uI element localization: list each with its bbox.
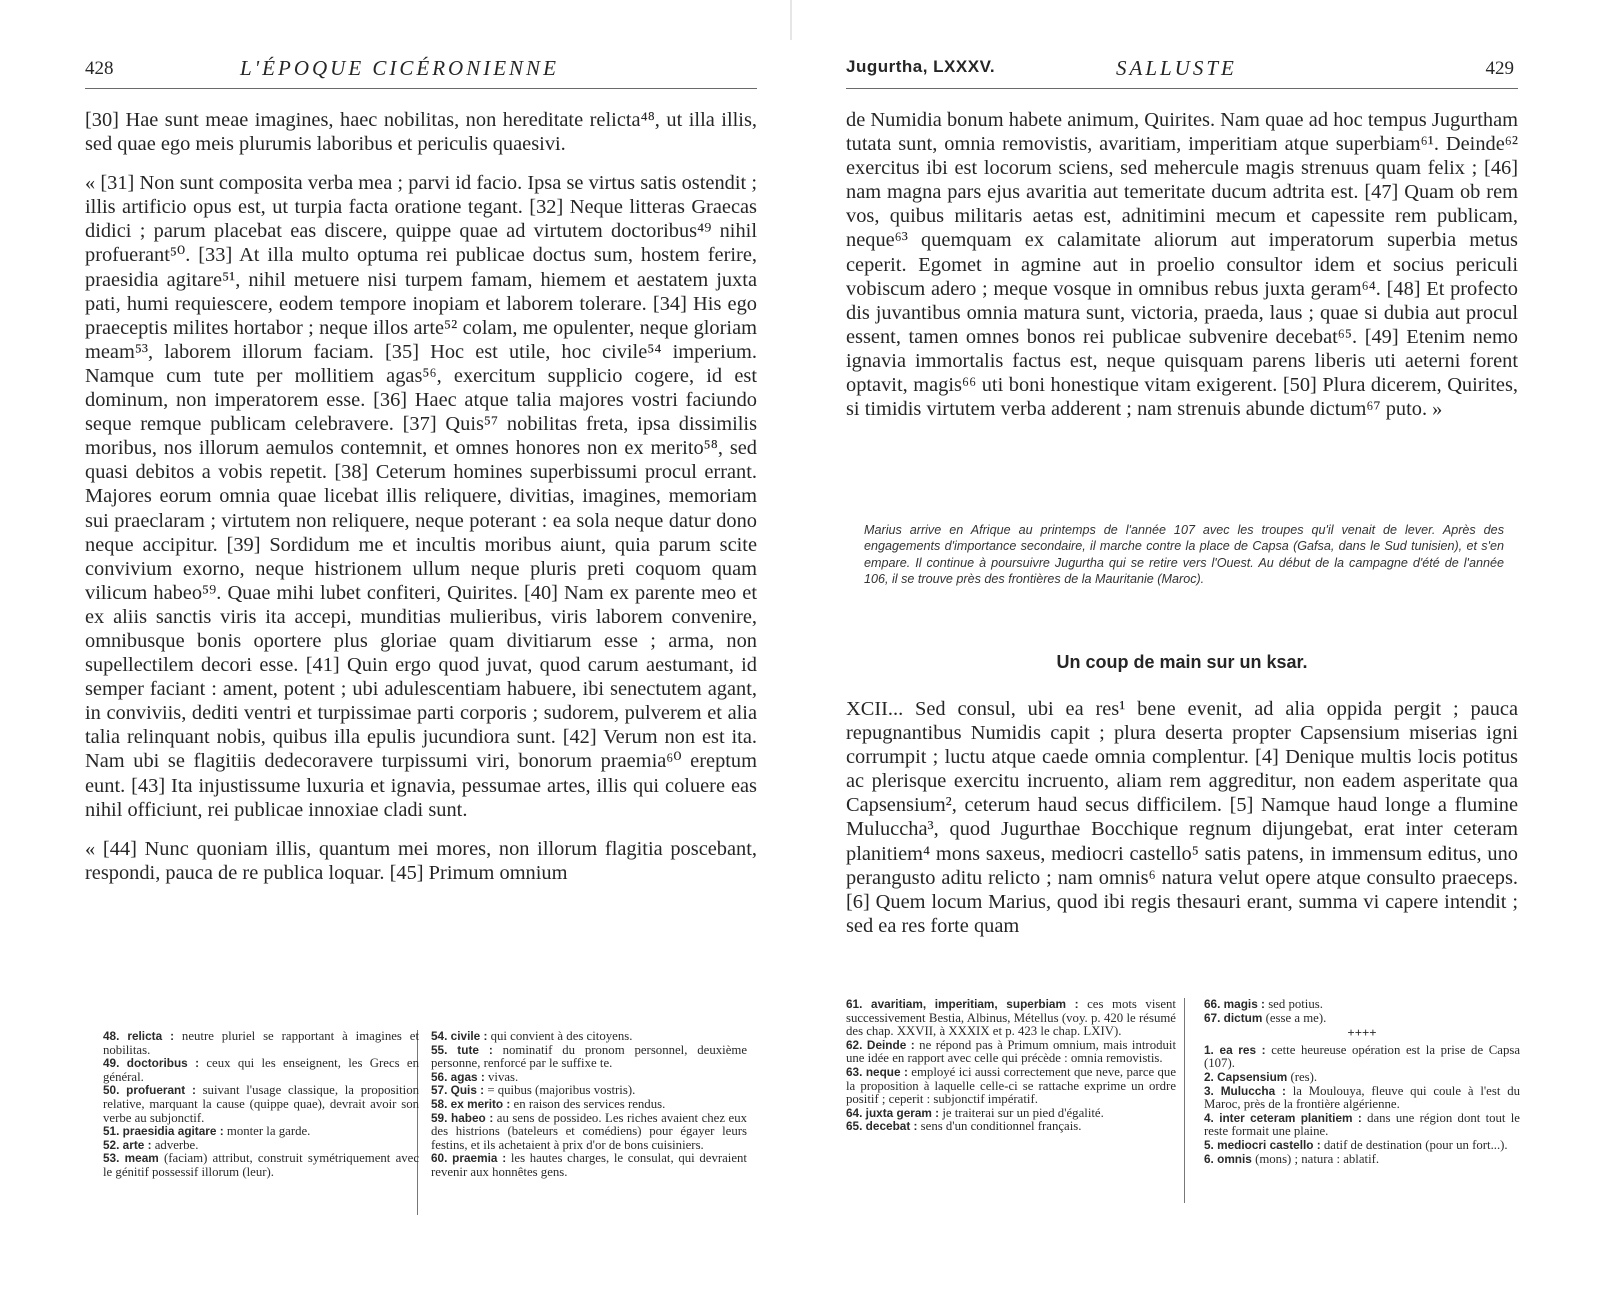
separator-mark: ++++ [1347,1026,1377,1041]
footnote: 59. habeo : au sens de possideo. Les riches avaient chez eux des histrions (bateleurs et comédiens) pour égayer leurs festins, et ils achetaient à prix d'or de bons cuisiniers. [431,1110,748,1152]
footnote: 3. Muluccha : la Moulouya, fleuve qui coule à l'est du Maroc, près de la frontière algérienne. [1204,1083,1520,1112]
footnote: 66. magis : sed potius. [1204,997,1323,1011]
footnote: 58. ex merito : en raison des services rendus. [431,1096,666,1111]
paragraph: « [31] Non sunt composita verba mea ; parvi id facio. Ipsa se virtus satis ostendit ; illis artificio opus est, ut turpia facta oratione tegant. [32] Neque litteras Graecas didici ; parum placebat eas discere, quippe quae ad virtutem doctoribus⁴⁹ nihil profuerant⁵⁰. [33] At illa multo optuma rei publicae doctus sum, hostem ferire, praesidia agitare⁵¹, nihil metuere nisi turpem famam, hiemem et aestatem juxta pati, humi requiescere, eodem tempore inopiam et laborem tolerare. [34] His ego praeceptis milites hortabor ; neque illos arte⁵² colam, me opulenter, neque gloriam meam⁵³, laborem illorum faciam. [35] Hoc est utile, hoc civile⁵⁴ imperium. Namque cum tute per mollitiem agas⁵⁶, exercitum supplicio cogere, id est dominum, non imperatorem esse. [36] Haec atque talia majores vostri faciundo seque remque publicam celebravere. [37] Quis⁵⁷ nobilitas freta, ipsa dissimilis moribus, nos illorum aemulos contemnit, et omnes honores non ex merito⁵⁸, sed quasi debitos a vobis repetit. [38] Ceterum homines superbissumi procul errant. Majores eorum omnia quae licebat illis reliquere, divitias, imagines, memoriam sui praeclaram ; virtutem non reliquere, neque poterant : ea sola neque datur dono neque accipitur. [39] Sordidum me et incultis moribus aiunt, quia parum scite convivium exorno, neque histrionem ullum neque pluris preti coquom quam vilicum habeo⁵⁹. Quae mihi lubet confiteri, Quirites. [40] Nam ex parente meo et ex aliis sanctis viris ita accepi, munditias mulieribus, viris laborem convenire, omnibusque bonis oportere plus gloriae quam divitiarum esse ; arma, non supellectilem decori esse. [41] Quin ergo quod juvat, quod carum aestumant, id semper faciant : ament, potent ; ubi adulescentiam habuere, ibi senectutem agant, in conviviis, dediti ventri et turpissimae parti corporis ; sudorem, pulverem et alia talia relinquant nobis, quibus illa epulis jucundiora sunt. [42] Verum non est ita. Nam ubi se flagitiis dedecoravere turpissumi viri, bonorum praemia⁶⁰ ereptum eunt. [43] Ita injustissume luxuria et ignavia, pessumae artes, illis qui coluere eas nihil officiunt, rei publicae innoxiae cladi sunt. [85,172,757,821]
running-head [85,50,757,89]
footnote-column-right [431,1030,747,1180]
footnote: 55. tute : nominatif du pronom personnel, deuxième personne, renforcé par le suffixe te. [431,1042,748,1071]
chapter-summary: Marius arrive en Afrique au printemps de l'année 107 avec les troupes qu'il venait de lever. Après des engagements d'importance secondaire, il marche contre la place de Capsa (Gafsa, dans le Sud tunisien), et s'en empare. Il continue à poursuivre Jugurtha qui se retire vers l'Ouest. Au début de la campagne d'été de l'année 106, il se trouve près des frontières de la Mauritanie (Maroc). [864,523,1504,586]
footnote: 52. arte : adverbe. [103,1137,199,1152]
paragraph: de Numidia bonum habete animum, Quirites. Nam quae ad hoc tempus Jugurtham tutata sunt, omnia removistis, avaritiam, imperitiam atque superbiam⁶¹. Deinde⁶² exercitus ibi est locorum sciens, sed mehercule magis strenuus quam felix ; [46] nam magna pars ejus avaritia aut temeritate ducum adtrita est. [47] Quam ob rem vos, quibus militaris aetas est, adnitimini mecum et capessite rem publicam, neque⁶³ quemquam ex calamitate aliorum aut imperatorum superbia metus ceperit. Egomet in agmine aut in proelio consultor idem et socius periculi vobiscum adero ; meque vosque in omnibus rebus juxta geram⁶⁴. [48] Et profecto dis juvantibus omnia matura sunt, victoria, praeda, laus ; quae si dubia aut procul essent, tamen omnes bonos rei publicae subvenire decebat⁶⁵. [49] Etenim nemo ignavia immortalis factus est, neque quisquam parens liberis uti aeterni forent optavit, magis⁶⁶ uti boni honestique vitam exigerent. [50] Plura dicerem, Quirites, si timidis virtutem verba adderent ; nam strenuis abunde dictum⁶⁷ puto. » [846,109,1518,421]
page-number: 429 [1485,58,1514,79]
footnote: 2. Capsensium (res). [1204,1069,1318,1084]
footnote: 63. neque : employé ici aussi correctement que neve, parce que la proposition à laquelle celle-ci se rattache exprime un ordre positif ; ceperit : subjonctif impératif. [846,1064,1177,1107]
paragraph: « [44] Nunc quoniam illis, quantum mei mores, non illorum flagitia poscebant, respondi, pauca de re publica loquar. [45] Primum omnium [85,837,757,884]
footnote: 4. inter ceteram planitiem : dans une région dont tout le reste formait une plaine. [1204,1110,1520,1139]
left-page [85,0,757,1306]
footnote: 48. relicta : neutre pluriel se rapportant à imagines et nobilitas. [103,1029,420,1057]
running-title: L'ÉPOQUE CICÉRONIENNE [240,56,559,80]
footnote: 54. civile : qui convient à des citoyens. [431,1029,633,1043]
footnote: 56. agas : vivas. [431,1069,519,1084]
body-text [85,108,757,900]
footnote-column-left [103,1030,419,1180]
footnote-column-left [846,998,1176,1134]
footnote: 1. ea res : cette heureuse opération est la prise de Capsa (107). [1204,1042,1520,1071]
footnote: 50. profuerant : suivant l'usage classique, la proposition relative, marquant la cause (quippe quae), devrait avoir son verbe au subjonctif. [103,1083,419,1125]
footnote: 5. mediocri castello : datif de destination (pour un fort...). [1204,1137,1508,1152]
column-divider [1184,998,1185,1203]
footnote: 62. Deinde : ne répond pas à Primum omnium, mais introduit une idée en rapport avec celle qui précède : omnia removistis. [846,1037,1177,1066]
footnote: 67. dictum (esse a me). [1204,1010,1327,1025]
gutter-shadow [790,0,792,40]
running-head [846,50,1518,89]
section-heading: Un coup de main sur un ksar. [1056,652,1308,672]
page-number: 428 [85,58,114,79]
footnote: 60. praemia : les hautes charges, le consulat, qui devraient revenir aux honnêtes gens. [431,1151,747,1179]
footnote-column-right [1204,998,1520,1166]
body-text [846,108,1518,436]
footnote: 49. doctoribus : ceux qui les enseignent, les Grecs en général. [103,1056,419,1084]
body-text [846,697,1518,953]
footnote: 65. decebat : sens d'un conditionnel français. [846,1119,1082,1134]
paragraph: XCII... Sed consul, ubi ea res¹ bene evenit, ad alia oppida pergit ; pauca repugnantibus Numidis capit ; plura deserta propter Capsensium miserias igni corrumpit ; luctu atque caede omnia complentur. [4] Denique multis locis potitus ac plerisque exercitu incruento, aliam rem aggreditur, non eadem asperitate qua Capsensium², ceterum haud secus difficilem. [5] Namque haud longe a flumine Muluccha³, quod Jugurthae Bocchique regnum dijungebat, erat inter ceteram planitiem⁴ mons saxeus, mediocri castello⁵ satis patens, in immensum editus, uno perangusto aditu relicto ; nam omnis⁶ natura velut opere atque consulto praeceps. [6] Quem locum Marius, quod ibi regis thesauri erant, summa vi capere intendit ; sed ea res forte quam [846,698,1518,937]
right-page [846,0,1518,1306]
footnote: 57. Quis : = quibus (majoribus vostris). [431,1083,636,1098]
footnote: 51. praesidia agitare : monter la garde. [103,1124,311,1139]
section-reference: Jugurtha, LXXXV. [846,57,996,76]
footnote: 53. meam (faciam) attribut, construit symétriquement avec le génitif possessif illorum (leur). [103,1151,420,1179]
running-title: SALLUSTE [1116,56,1237,80]
footnote: 64. juxta geram : je traiterai sur un pied d'égalité. [846,1105,1104,1120]
footnote: 61. avaritiam, imperitiam, superbiam : ces mots visent successivement Bestia, Albinus, Métellus (voy. p. 420 le résumé des chap. XXVII, à XXXIX et p. 423 le chap. LXIV). [846,997,1176,1039]
footnote: 6. omnis (mons) ; natura : ablatif. [1204,1151,1380,1166]
paragraph: [30] Hae sunt meae imagines, haec nobilitas, non hereditate relicta⁴⁸, ut illa illis, sed quae ego meis plurumis laboribus et periculis quaesivi. [85,109,757,156]
